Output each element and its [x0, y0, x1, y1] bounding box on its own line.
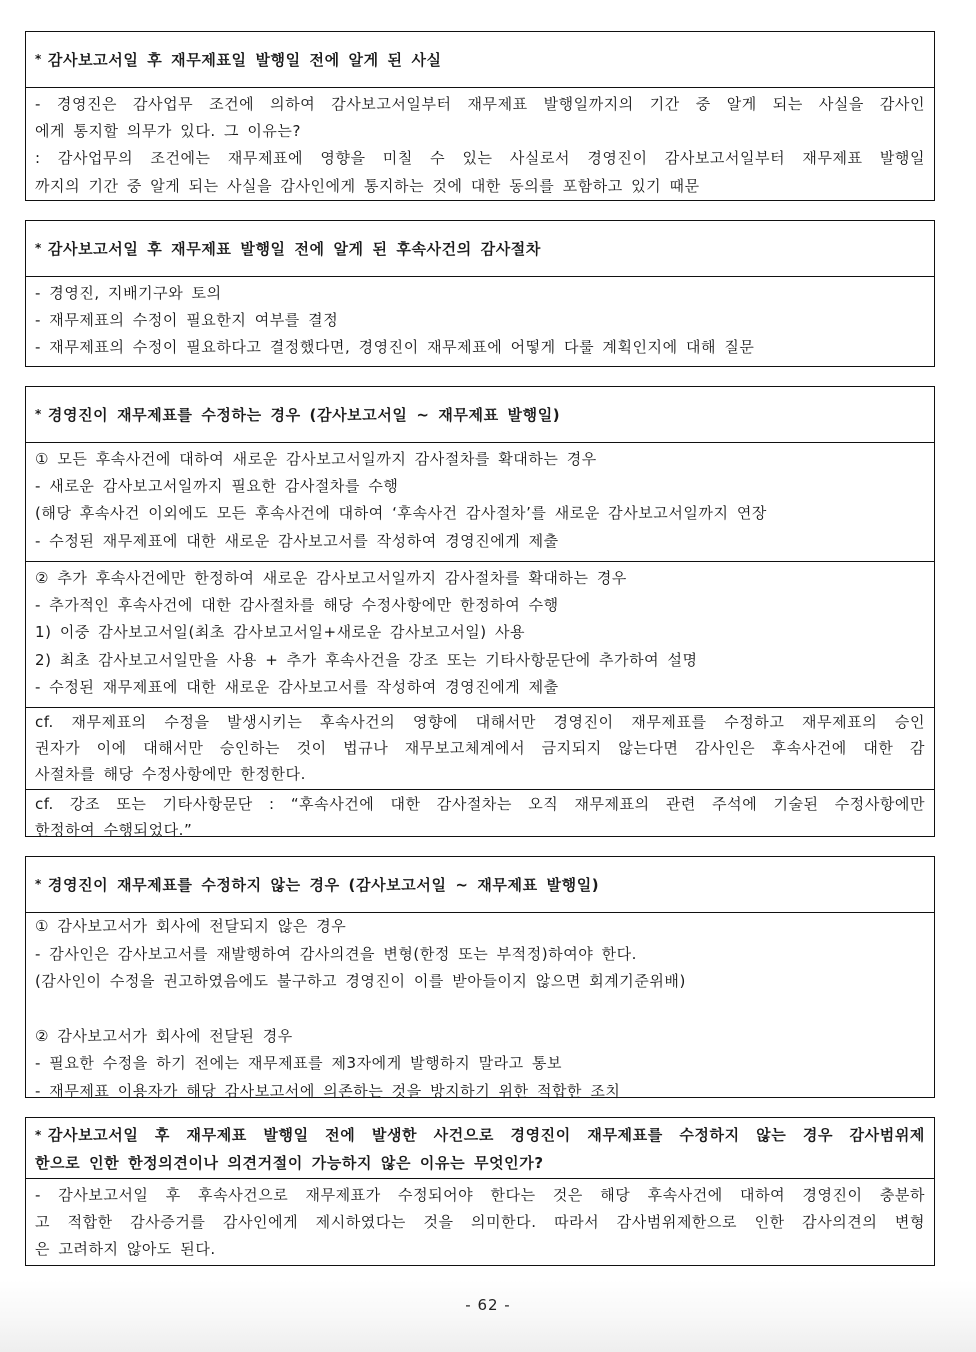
body-line: 권자가 이에 대해서만 승인하는 것이 법규나 재무보고체계에서 금지되지 않는다면 감사인은 후속사건에 대한 감	[35, 739, 925, 757]
body-line: 은 고려하지 않아도 된다.	[35, 1240, 216, 1259]
section-box-question-scope-limitation	[25, 1117, 935, 1266]
body-line: 2) 최초 감사보고서일만을 사용 + 추가 후속사건을 강조 또는 기타사항문단에 추가하여 설명	[35, 650, 698, 669]
section-heading-text: 경영진이 재무제표를 수정하는 경우 (감사보고서일 ~ 재무제표 발행일)	[47, 406, 561, 424]
body-line: : 감사업무의 조건에는 재무제표에 영향을 미칠 수 있는 사실로서 경영진이 감사보고서일부터 재무제표 발행일	[35, 149, 925, 168]
note-cf-emphasis-paragraph	[26, 789, 934, 837]
section-body	[26, 88, 934, 203]
body-line: - 경영진, 지배기구와 토의	[35, 284, 222, 302]
section-heading-text: 경영진이 재무제표를 수정하지 않는 경우 (감사보고서일 ~ 재무제표 발행일)	[47, 876, 600, 894]
section-body	[26, 277, 934, 365]
body-line: - 감사인은 감사보고서를 재발행하여 감사의견을 변형(한정 또는 부적정)하여야 한다.	[35, 944, 637, 963]
body-line: - 감사보고서일 후 후속사건으로 재무제표가 수정되어야 한다는 것은 해당 후속사건에 대하여 경영진이 충분하	[35, 1186, 925, 1204]
page-number: - 62 -	[465, 1296, 511, 1314]
section-heading-text: 감사보고서일 후 재무제표 발행일 전에 알게 된 후속사건의 감사절차	[47, 240, 541, 258]
body-line: (해당 후속사건 이외에도 모든 후속사건에 대하여 ‘후속사건 감사절차’를 새로운 감사보고서일까지 연장	[35, 504, 767, 523]
section-heading	[26, 221, 934, 277]
blank-line	[35, 996, 925, 1023]
note-cf-limitation	[26, 707, 934, 789]
section-box-management-not-amending	[25, 856, 935, 1098]
asterisk-marker-icon: *	[35, 51, 42, 66]
asterisk-marker-icon: *	[35, 1128, 42, 1142]
body-line: - 재무제표의 수정이 필요한지 여부를 결정	[35, 311, 339, 330]
body-line: - 경영진은 감사업무 조건에 의하여 감사보고서일부터 재무제표 발행일까지의 기간 중 알게 되는 사실을 감사인	[35, 95, 925, 113]
case-1-extend-all-events	[26, 443, 934, 561]
body-line: 고 적합한 감사증거를 감사인에게 제시하였다는 것을 의미한다. 따라서 감사범위제한으로 인한 감사의견의 변형	[35, 1213, 925, 1232]
section-heading	[26, 32, 934, 88]
body-line: 1) 이중 감사보고서일(최초 감사보고서일+새로운 감사보고서일) 사용	[35, 623, 526, 642]
section-heading-line	[35, 1122, 925, 1150]
section-heading-text: 한으로 인한 한정의견이나 의견거절이 가능하지 않은 이유는 무엇인가?	[35, 1154, 544, 1172]
section-box-facts-known	[25, 31, 935, 201]
asterisk-marker-icon: *	[35, 240, 42, 255]
section-heading-text: 감사보고서일 후 재무제표일 발행일 전에 알게 된 사실	[47, 51, 442, 69]
body-line: ② 감사보고서가 회사에 전달된 경우	[35, 1026, 293, 1045]
section-heading-text: 감사보고서일 후 재무제표 발행일 전에 발생한 사건으로 경영진이 재무제표를 수정하지 않는 경우 감사범위제	[47, 1126, 925, 1144]
section-box-audit-procedures	[25, 220, 935, 367]
body-line: ① 모든 후속사건에 대하여 새로운 감사보고서일까지 감사절차를 확대하는 경우	[35, 450, 597, 468]
body-line: - 재무제표의 수정이 필요하다고 결정했다면, 경영진이 재무제표에 어떻게 다룰 계획인지에 대해 질문	[35, 338, 755, 357]
body-line: 에게 통지할 의무가 있다. 그 이유는?	[35, 122, 301, 141]
section-body	[26, 913, 934, 1108]
section-heading	[26, 387, 934, 443]
body-line: ② 추가 후속사건에만 한정하여 새로운 감사보고서일까지 감사절차를 확대하는 경우	[35, 569, 627, 587]
body-line: cf. 강조 또는 기타사항문단 : “후속사건에 대한 감사절차는 오직 재무제표의 관련 주석에 기술된 수정사항에만	[35, 795, 925, 813]
body-line: - 추가적인 후속사건에 대한 감사절차를 해당 수정사항에만 한정하여 수행	[35, 596, 559, 615]
body-line: ① 감사보고서가 회사에 전달되지 않은 경우	[35, 917, 347, 935]
section-box-management-amends	[25, 386, 935, 837]
body-line: - 필요한 수정을 하기 전에는 재무제표를 제3자에게 발행하지 말라고 통보	[35, 1054, 563, 1072]
body-line: 까지의 기간 중 알게 되는 사실을 감사인에게 통지하는 것에 대한 동의를 포함하고 있기 때문	[35, 176, 700, 195]
body-line: - 재무제표 이용자가 해당 감사보고서에 의존하는 것을 방지하기 위한 적합한 조치	[35, 1081, 621, 1100]
body-line: - 수정된 재무제표에 대한 새로운 감사보고서를 작성하여 경영진에게 제출	[35, 531, 559, 550]
body-line: - 수정된 재무제표에 대한 새로운 감사보고서를 작성하여 경영진에게 제출	[35, 677, 559, 696]
section-heading	[26, 857, 934, 913]
section-heading	[26, 1118, 934, 1179]
document-page	[25, 31, 935, 1285]
answer-body	[26, 1179, 934, 1267]
body-line: cf. 재무제표의 수정을 발생시키는 후속사건의 영향에 대해서만 경영진이 재무제표를 수정하고 재무제표의 승인	[35, 713, 925, 731]
body-line: - 새로운 감사보고서일까지 필요한 감사절차를 수행	[35, 477, 399, 496]
case-2-limited-extension	[26, 561, 934, 707]
asterisk-marker-icon: *	[35, 406, 42, 421]
body-line: 한정하여 수행되었다.”	[35, 821, 193, 839]
asterisk-marker-icon: *	[35, 876, 42, 891]
body-line: (감사인이 수정을 권고하였음에도 불구하고 경영진이 이를 받아들이지 않으면 회계기준위배)	[35, 972, 686, 990]
body-line: 사절차를 해당 수정사항에만 한정한다.	[35, 765, 306, 783]
